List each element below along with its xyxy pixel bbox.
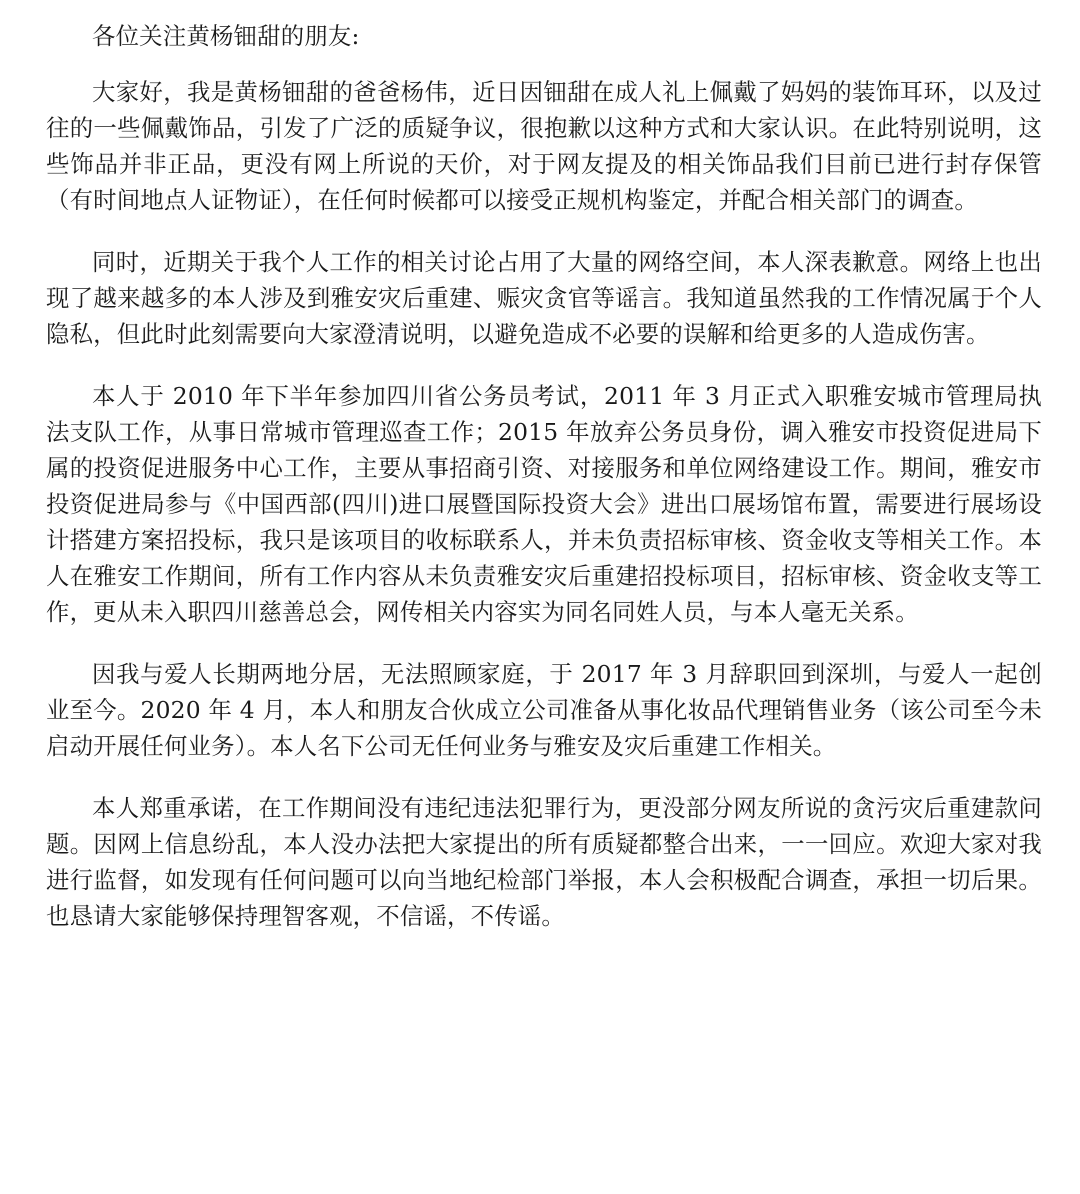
paragraph-intro: 大家好，我是黄杨钿甜的爸爸杨伟，近日因钿甜在成人礼上佩戴了妈妈的装饰耳环，以及过往的一些佩戴饰品，引发了广泛的质疑争议，很抱歉以这种方式和大家认识。在此特别说明，这些饰品并非正品，更没有网上所说的天价，对于网友提及的相关饰品我们目前已进行封存保管（有时间地点人证物证），在任何时候都可以接受正规机构鉴定，并配合相关部门的调查。 [46,78,1042,214]
paragraph-business: 因我与爱人长期两地分居，无法照顾家庭，于 2017 年 3 月辞职回到深圳，与爱人一起创业至今。2020 年 4 月，本人和朋友合伙成立公司准备从事化妆品代理销售业务（该公司至今未启动开展任何业务）。本人名下公司无任何业务与雅安及灾后重建工作相关。 [46,660,1042,760]
paragraph-commitment: 本人郑重承诺，在工作期间没有违纪违法犯罪行为，更没部分网友所说的贪污灾后重建款问题。因网上信息纷乱，本人没办法把大家提出的所有质疑都整合出来，一一回应。欢迎大家对我进行监督，如发现有任何问题可以向当地纪检部门举报，本人会积极配合调查，承担一切后果。也恳请大家能够保持理智客观，不信谣，不传谣。 [46,794,1042,930]
paragraph-work-rumors: 同时，近期关于我个人工作的相关讨论占用了大量的网络空间，本人深表歉意。网络上也出现了越来越多的本人涉及到雅安灾后重建、赈灾贪官等谣言。我知道虽然我的工作情况属于个人隐私，但此时此刻需要向大家澄清说明，以避免造成不必要的误解和给更多的人造成伤害。 [46,248,1042,348]
paragraph-career-history: 本人于 2010 年下半年参加四川省公务员考试，2011 年 3 月正式入职雅安城市管理局执法支队工作，从事日常城市管理巡查工作；2015 年放弃公务员身份，调入雅安市投资促进局下属的投资促进服务中心工作，主要从事招商引资、对接服务和单位网络建设工作。期间，雅安市投资促进局参与《中国西部(四川)进口展暨国际投资大会》进出口展场馆布置，需要进行展场设计搭建方案招投标，我只是该项目的收标联系人，并未负责招标审核、资金收支等相关工作。本人在雅安工作期间，所有工作内容从未负责雅安灾后重建招投标项目，招标审核、资金收支等工作，更从未入职四川慈善总会，网传相关内容实为同名同姓人员，与本人毫无关系。 [46,382,1042,626]
statement-document [46,18,1042,934]
greeting: 各位关注黄杨钿甜的朋友: [92,22,360,50]
